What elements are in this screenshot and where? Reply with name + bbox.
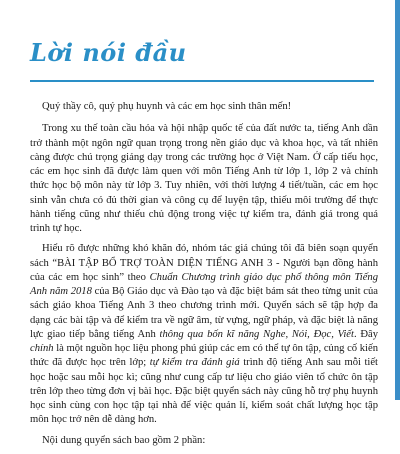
paragraph-2-text: . Đây: [353, 328, 378, 340]
paragraph-1: Trong xu thế toàn cầu hóa và hội nhập quốc tế của đất nước ta, tiếng Anh dần trở thành một ngôn ngữ quan trọng trong nền giáo dục và khoa học, và tất nhiên càng được chú trọng giảng dạy trong các trường học ở Việt Nam. Ở cấp tiểu học, các em học sinh đã được làm quen với môn Tiếng Anh từ lớp 1, lớp 2 và chính thức học bộ môn này từ lớp 3. Tuy nhiên, với thời lượng 4 tiết/tuần, các em học sinh vẫn chưa có đủ thời gian và công cụ để luyện tập, thiếu môi trường để thực hành tiếng cũng như thiếu chủ động trong việc tự kiểm tra, đánh giá trong quá trình tự học.: [30, 123, 378, 234]
page-edge-bar: [395, 0, 400, 400]
preface-body: [30, 100, 378, 454]
paragraph-2-text: là một nguồn học liệu phong phú giúp các em có thể tự ôn tập, củng cố kiến thức đã được học trên lớp;: [30, 343, 378, 369]
page-title: Lời nói đầu: [30, 38, 187, 67]
paragraph-2-text: trình độ tiếng Anh sau mỗi tiết học hoặc sau mỗi học kì; cũng như cung cấp tư liệu cho giáo viên tổ chức ôn tập trên lớp theo từng đơn vị bài học. Đặc biệt quyển sách này cũng hỗ trợ phụ huynh học sinh cùng con học tập tại nhà để việc quản lí, kiểm soát chất lượng học tập môn học trở nên dễ dàng hơn.: [30, 357, 378, 426]
title-underline: [30, 80, 374, 82]
paragraph-3: Nội dung quyển sách bao gồm 2 phần:: [42, 434, 206, 446]
paragraph-2-italic: thông qua bốn kĩ năng Nghe, Nói, Đọc, Viết: [159, 328, 354, 340]
paragraph-2-text: Hiểu rõ được những khó khăn đó, nhóm tác giả chúng tôi đã biên soạn quyển sách “BÀI TẬP BỔ TRỢ TOÀN DIỆN TIẾNG ANH 3 - Người bạn đồng hành của các em học sinh” theo: [30, 243, 378, 283]
paragraph-2-text: của Bộ Giáo dục và Đào tạo và đặc biệt bám sát theo từng unit của sách giáo khoa Tiếng Anh 3 theo chương trình mới. Quyển sách sẽ tập hợp đa dạng các bài tập và để kiểm tra về ngữ âm, từ vựng, ngữ pháp, và đặc biệt là năng lực giao tiếp bằng tiếng Anh: [30, 286, 378, 340]
paragraph-2-italic: chính: [30, 343, 54, 354]
paragraph-2-italic: Chuẩn Chương trình giáo dục phổ thông môn Tiếng Anh năm 2018: [30, 271, 378, 297]
greeting: Quý thầy cô, quý phụ huynh và các em học sinh thân mến!: [42, 101, 292, 112]
paragraph-2-italic: tự kiểm tra đánh giá: [149, 357, 240, 369]
